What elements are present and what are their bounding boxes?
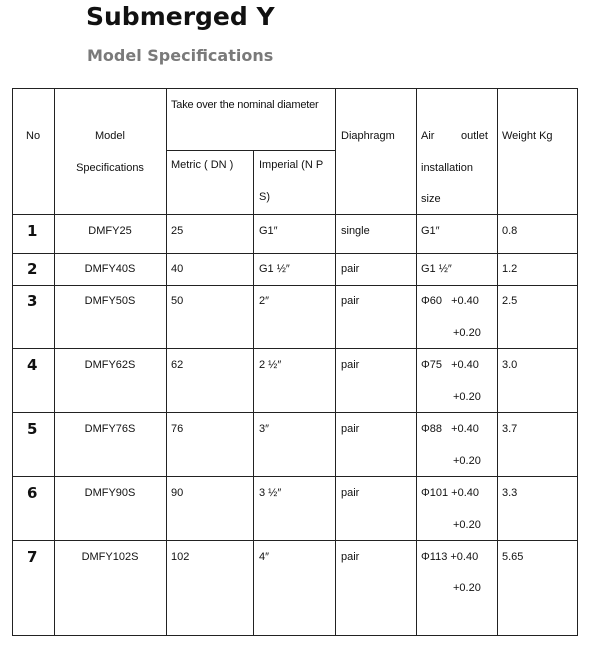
row-model: DMFY25 [88,225,132,237]
row-imperial: 4″ [259,551,270,563]
row-no: 5 [27,420,38,438]
header-diaphragm: Diaphragm [341,130,395,142]
row-air-tolerance: +0.20 [453,582,481,594]
row-metric: 76 [171,423,184,435]
row-metric: 102 [171,551,190,563]
row-air-outlet: Φ75 +0.40 [421,359,479,371]
row-diaphragm: pair [341,295,360,307]
row-model: DMFY76S [84,423,136,435]
row-weight: 2.5 [502,295,518,307]
row-air-outlet: Φ88 +0.40 [421,423,479,435]
row-no: 2 [27,260,38,278]
header-nominal-diameter: Take over the nominal diameter [171,99,319,111]
row-air-outlet: Φ60 +0.40 [421,295,479,307]
row-diaphragm: single [341,225,370,237]
row-metric: 50 [171,295,184,307]
page-title: Submerged Y [86,2,275,31]
header-specifications: Specifications [76,162,144,174]
row-no: 1 [27,222,38,240]
header-no: No [26,130,41,142]
row-weight: 1.2 [502,263,518,275]
row-imperial: G1 ½″ [259,263,290,275]
header-model: Model [95,130,125,142]
row-model: DMFY62S [84,359,136,371]
header-air-outlet-a: Air [421,130,435,142]
row-weight: 3.3 [502,487,518,499]
header-imperial-cont: S) [259,191,270,203]
row-model: DMFY40S [84,263,136,275]
row-weight: 3.7 [502,423,518,435]
row-diaphragm: pair [341,423,360,435]
row-imperial: 3″ [259,423,270,435]
row-weight: 0.8 [502,225,518,237]
row-air-tolerance: +0.20 [453,519,481,531]
row-diaphragm: pair [341,551,360,563]
row-model: DMFY90S [84,487,136,499]
row-diaphragm: pair [341,263,360,275]
row-no: 6 [27,484,38,502]
row-diaphragm: pair [341,359,360,371]
row-weight: 5.65 [502,551,524,563]
row-air-outlet: Φ113 +0.40 [421,551,479,563]
row-imperial: 2 ½″ [259,359,282,371]
page-subtitle: Model Specifications [87,46,274,65]
row-imperial: G1″ [259,225,278,237]
header-imperial: Imperial (N P [259,159,324,171]
row-model: DMFY50S [84,295,136,307]
row-metric: 90 [171,487,184,499]
header-weight: Weight Kg [502,130,553,142]
row-no: 3 [27,292,38,310]
row-metric: 25 [171,225,184,237]
row-air-tolerance: +0.20 [453,327,481,339]
row-weight: 3.0 [502,359,518,371]
header-air-outlet-b: outlet [461,130,488,142]
row-no: 4 [27,356,38,374]
row-imperial: 3 ½″ [259,487,282,499]
header-size: size [421,193,441,205]
row-air-tolerance: +0.20 [453,455,481,467]
row-air-tolerance: +0.20 [453,391,481,403]
row-imperial: 2″ [259,295,270,307]
header-installation: installation [421,162,473,174]
row-metric: 40 [171,263,184,275]
row-model: DMFY102S [81,551,139,563]
row-air-outlet: G1″ [421,225,440,237]
row-air-outlet: G1 ½″ [421,263,452,275]
row-air-outlet: Φ101 +0.40 [421,487,480,499]
header-metric: Metric ( DN ) [171,159,234,171]
row-diaphragm: pair [341,487,360,499]
row-metric: 62 [171,359,184,371]
row-no: 7 [27,548,38,566]
